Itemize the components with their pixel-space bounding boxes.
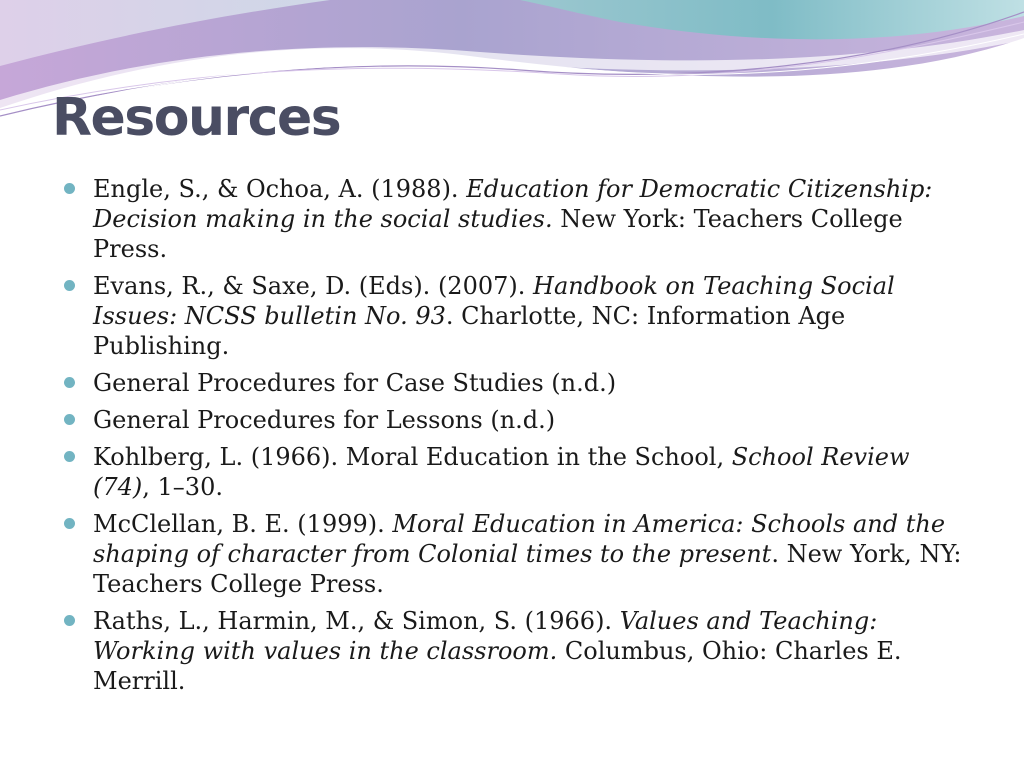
reference-item bbox=[62, 405, 970, 435]
reference-italic-title: School Review (74) bbox=[93, 443, 910, 501]
reference-list bbox=[62, 174, 970, 703]
reference-item bbox=[62, 442, 970, 502]
reference-italic-title: Handbook on Teaching Social Issues: NCSS bulletin No. 93 bbox=[93, 272, 895, 330]
reference-text: General Procedures for Case Studies (n.d.) bbox=[93, 369, 617, 397]
reference-text: McClellan, B. E. (1999). bbox=[93, 510, 393, 538]
reference-item bbox=[62, 606, 970, 696]
reference-text: , 1–30. bbox=[142, 473, 223, 501]
reference-text: . New York, NY: Teachers College Press. bbox=[93, 540, 962, 598]
reference-text: Kohlberg, L. (1966). Moral Education in the School, bbox=[93, 443, 732, 471]
reference-text: General Procedures for Lessons (n.d.) bbox=[93, 406, 556, 434]
reference-item bbox=[62, 271, 970, 361]
reference-text: . Charlotte, NC: Information Age Publishing. bbox=[93, 302, 846, 360]
reference-text: Columbus, Ohio: Charles E. Merrill. bbox=[93, 637, 902, 695]
reference-text: Evans, R., & Saxe, D. (Eds). (2007). bbox=[93, 272, 534, 300]
reference-text: Raths, L., Harmin, M., & Simon, S. (1966). bbox=[93, 607, 620, 635]
reference-text: Engle, S., & Ochoa, A. (1988). bbox=[93, 175, 467, 203]
reference-italic-title: Values and Teaching: Working with values in the classroom. bbox=[93, 607, 878, 665]
reference-item bbox=[62, 174, 970, 264]
slide-title: Resources bbox=[52, 88, 341, 148]
reference-item bbox=[62, 509, 970, 599]
reference-italic-title: Moral Education in America: Schools and the shaping of character from Colonial times to the present bbox=[93, 510, 946, 568]
reference-text: New York: Teachers College Press. bbox=[93, 205, 903, 263]
reference-italic-title: Education for Democratic Citizenship: Decision making in the social studies. bbox=[93, 175, 933, 233]
reference-item bbox=[62, 368, 970, 398]
